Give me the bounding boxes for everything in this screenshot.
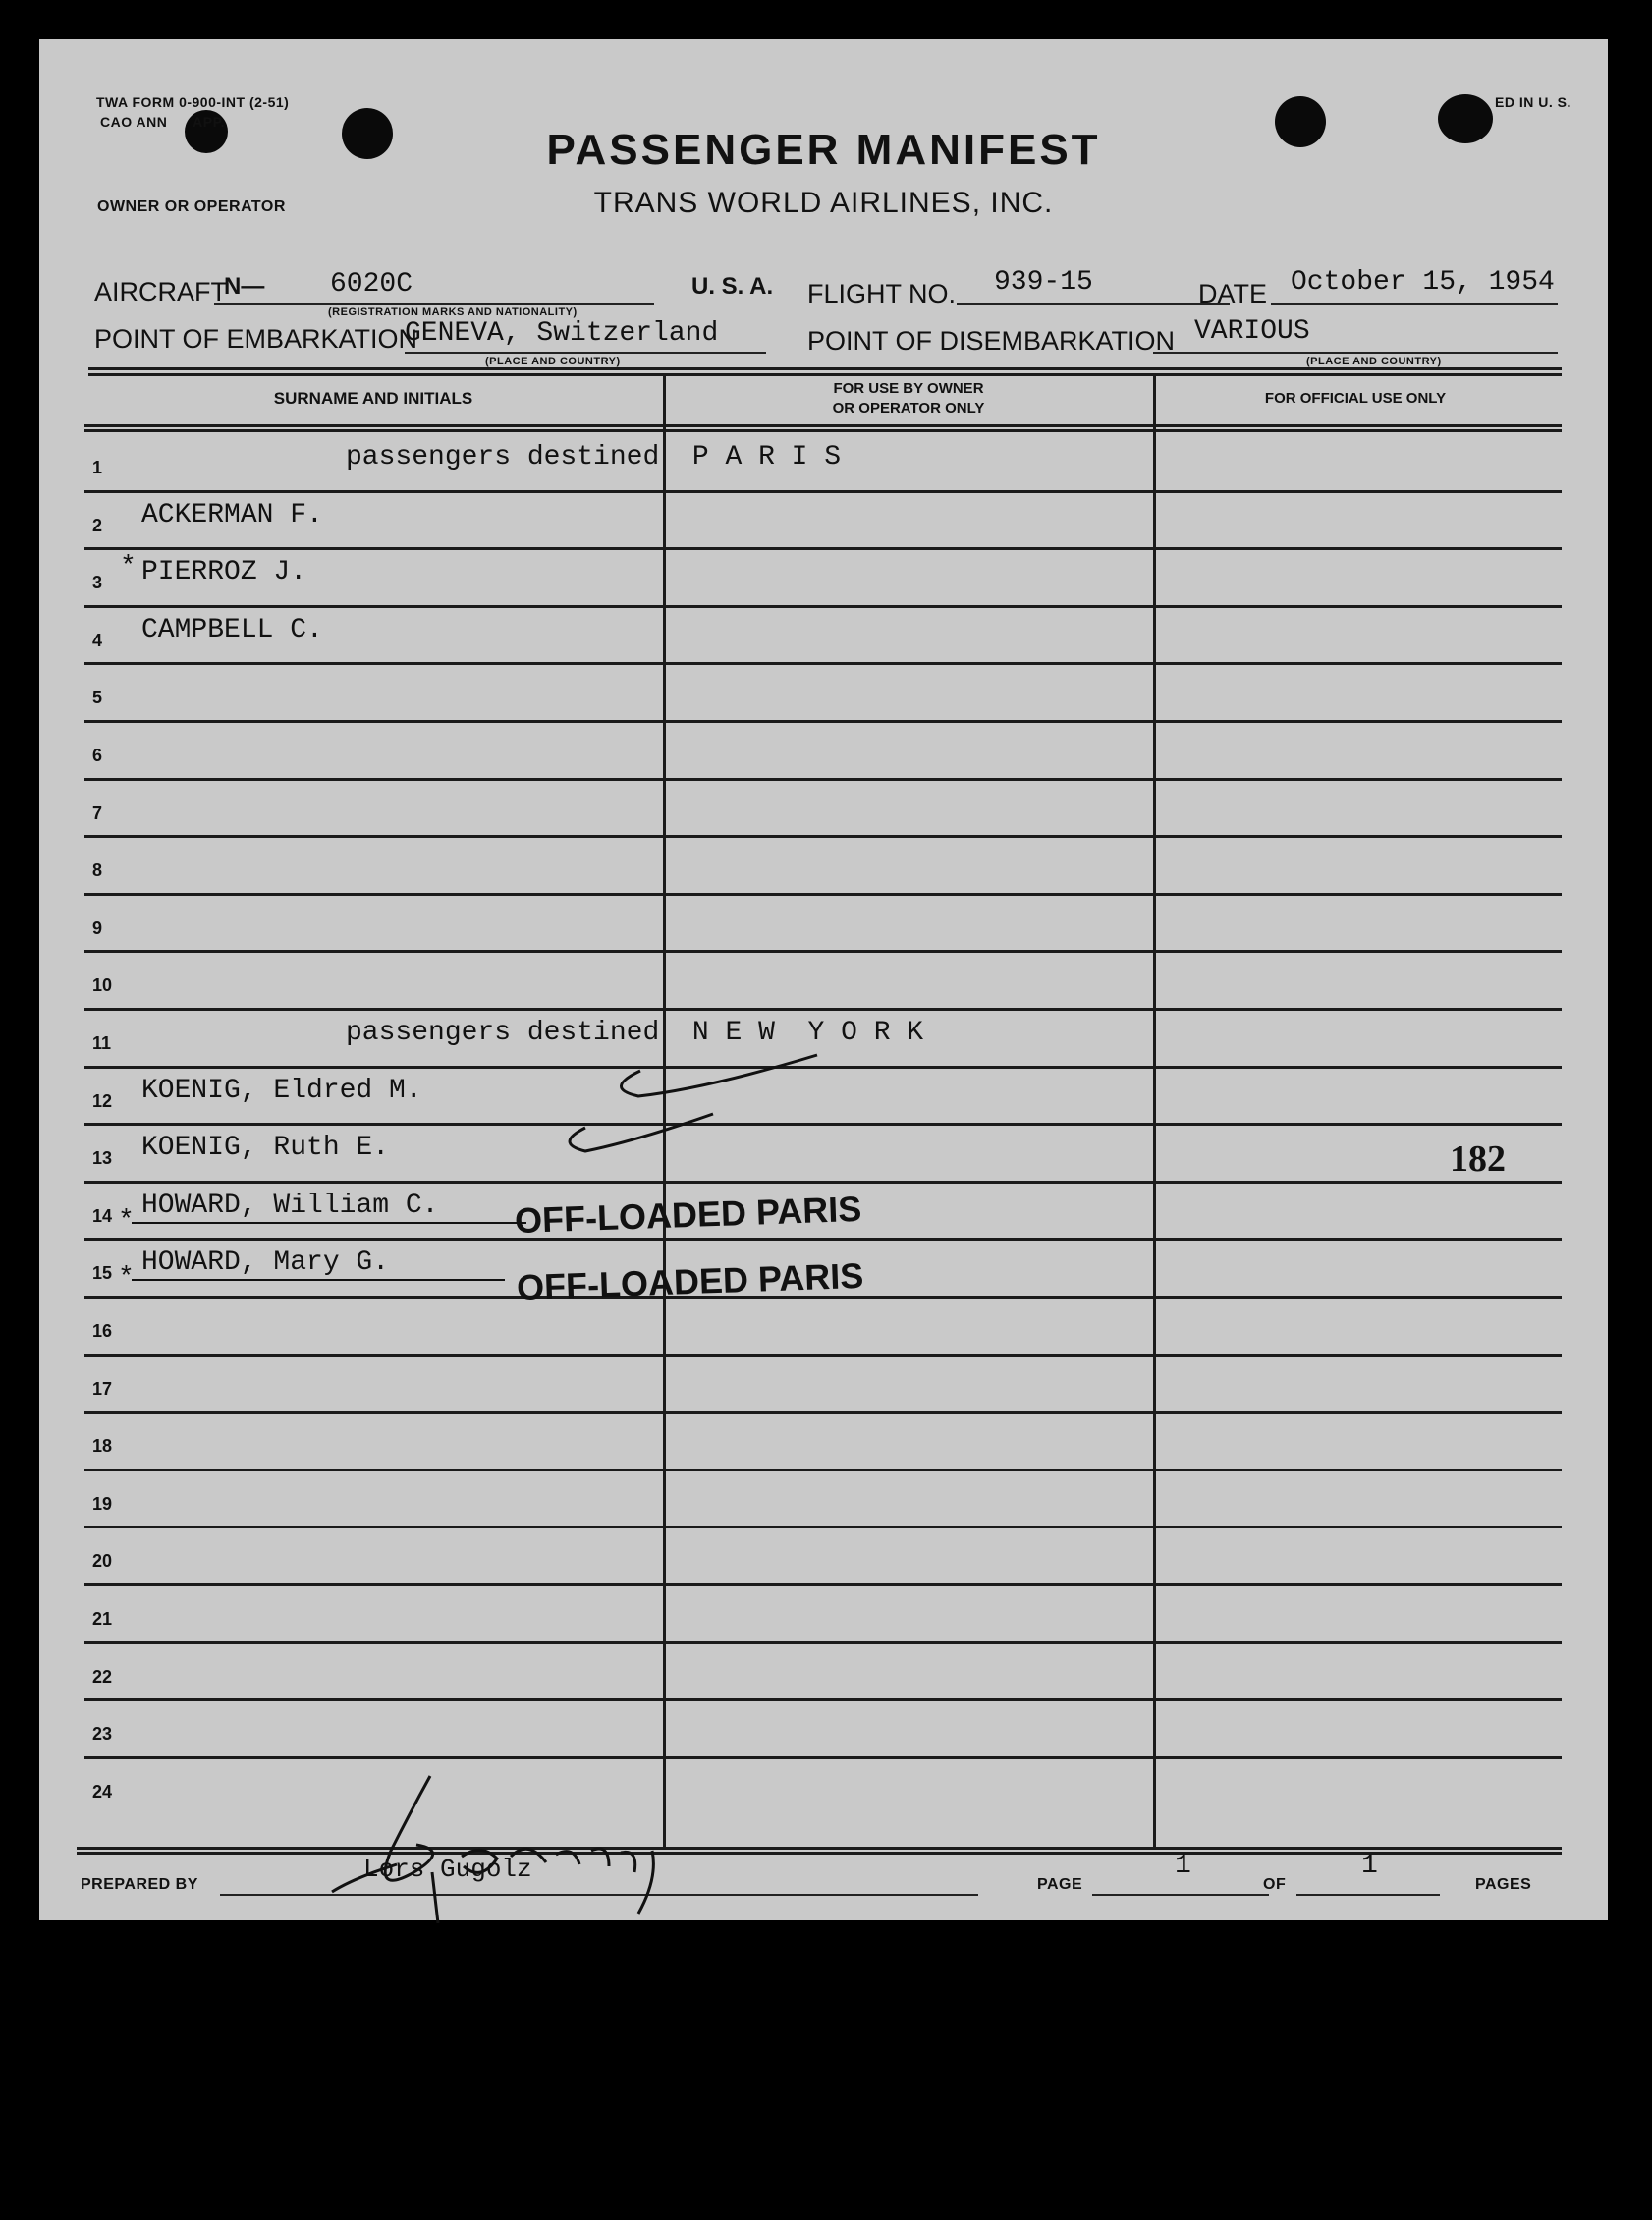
row-rule xyxy=(84,1698,1562,1701)
row-number: 21 xyxy=(92,1609,113,1629)
column-header-surname: SURNAME AND INITIALS xyxy=(273,389,473,408)
date-underline xyxy=(1271,303,1558,305)
date-value: October 15, 1954 xyxy=(1291,267,1555,298)
page-value: 1 xyxy=(1175,1851,1191,1881)
row-number: 12 xyxy=(92,1090,113,1111)
row-rule xyxy=(84,1526,1562,1528)
registration-caption: (REGISTRATION MARKS AND NATIONALITY) xyxy=(328,306,578,318)
row-rule xyxy=(84,1354,1562,1357)
page-title: PASSENGER MANIFEST xyxy=(546,126,1101,174)
cao-line: CAO ANN APP. xyxy=(100,114,226,130)
page-label: PAGE xyxy=(1037,1876,1083,1893)
passenger-entry: PIERROZ J. xyxy=(141,557,307,588)
row-number: 17 xyxy=(92,1378,113,1399)
strikethrough xyxy=(132,1279,505,1281)
embarkation-underline xyxy=(405,352,766,354)
signature-icon xyxy=(314,1756,688,1923)
row-number: 19 xyxy=(92,1493,113,1514)
usa-label: U. S. A. xyxy=(691,273,774,300)
row-rule xyxy=(84,778,1562,781)
asterisk-mark: * xyxy=(118,1263,135,1294)
aircraft-value: 6020C xyxy=(330,269,413,300)
passenger-entry: CAMPBELL C. xyxy=(141,614,323,645)
prepared-by-label: PREPARED BY xyxy=(81,1876,198,1893)
aircraft-underline xyxy=(214,303,654,305)
passenger-entry: ACKERMAN F. xyxy=(141,499,323,530)
manifest-sheet xyxy=(39,39,1608,1920)
row-rule xyxy=(84,1641,1562,1644)
aircraft-label: AIRCRAFT xyxy=(94,277,227,306)
row-number: 10 xyxy=(92,975,113,996)
embarkation-caption: (PLACE AND COUNTRY) xyxy=(485,356,621,367)
asterisk-mark: * xyxy=(120,552,137,583)
date-label: DATE xyxy=(1198,279,1268,308)
row-rule xyxy=(84,1469,1562,1471)
row-number: 4 xyxy=(92,630,103,650)
strikethrough xyxy=(132,1222,526,1224)
row-number: 11 xyxy=(92,1033,112,1053)
passenger-entry: KOENIG, Ruth E. xyxy=(141,1133,390,1164)
passenger-entry: HOWARD, William C. xyxy=(141,1190,439,1221)
row-rule xyxy=(84,1411,1562,1414)
row-number: 7 xyxy=(92,803,103,823)
page-underline xyxy=(1092,1894,1269,1896)
row-rule xyxy=(84,1583,1562,1586)
off-loaded-stamp: OFF-LOADED PARIS xyxy=(514,1188,862,1242)
row-number: 24 xyxy=(92,1781,113,1802)
row-number: 5 xyxy=(92,688,103,708)
of-value: 1 xyxy=(1361,1851,1378,1881)
table-bottom-rule xyxy=(77,1847,1562,1850)
printed-in-label: ED IN U. S. xyxy=(1495,94,1571,110)
table-bottom-rule xyxy=(77,1852,1562,1855)
row-number: 13 xyxy=(92,1148,113,1169)
row-rule xyxy=(84,1008,1562,1011)
row-rule xyxy=(84,1123,1562,1126)
column-header-owner-line2: OR OPERATOR ONLY xyxy=(832,400,985,416)
airline-name: TRANS WORLD AIRLINES, INC. xyxy=(593,187,1054,219)
row-number: 18 xyxy=(92,1436,113,1457)
column-header-official: FOR OFFICIAL USE ONLY xyxy=(1264,390,1447,407)
of-underline xyxy=(1296,1894,1440,1896)
embarkation-value: GENEVA, Switzerland xyxy=(405,318,719,349)
header-bottom-rule xyxy=(84,429,1562,432)
prepared-by-value: Lors Gugolz xyxy=(363,1855,532,1884)
row-rule xyxy=(84,662,1562,665)
row-number: 8 xyxy=(92,860,103,881)
owner-operator-label: OWNER OR OPERATOR xyxy=(97,198,286,215)
row-number: 23 xyxy=(92,1724,113,1745)
table-top-rule xyxy=(88,367,1562,370)
flight-value: 939-15 xyxy=(994,267,1093,298)
flight-label: FLIGHT NO. xyxy=(807,279,957,308)
column-header-owner-line1: FOR USE BY OWNER xyxy=(833,380,984,397)
disembarkation-label: POINT OF DISEMBARKATION xyxy=(807,326,1176,356)
row-rule xyxy=(84,893,1562,896)
form-number: TWA FORM 0-900-INT (2-51) xyxy=(96,94,290,110)
row-rule xyxy=(84,1181,1562,1184)
row-number: 20 xyxy=(92,1551,113,1572)
row-number: 6 xyxy=(92,746,103,765)
row-rule xyxy=(84,950,1562,953)
embarkation-label: POINT OF EMBARKATION xyxy=(94,324,418,354)
row-number: 3 xyxy=(92,573,103,593)
row-rule xyxy=(84,605,1562,608)
column-header-owner xyxy=(668,379,1149,418)
passenger-entry: HOWARD, Mary G. xyxy=(141,1248,390,1279)
asterisk-mark: * xyxy=(118,1206,135,1237)
official-number: 182 xyxy=(1450,1138,1506,1180)
passenger-entry: passengers destined N E W Y O R K xyxy=(346,1018,924,1048)
row-number: 2 xyxy=(92,515,103,535)
disembarkation-value: VARIOUS xyxy=(1194,316,1310,347)
row-rule xyxy=(84,490,1562,493)
header-bottom-rule xyxy=(84,424,1562,427)
row-rule xyxy=(84,1238,1562,1241)
row-rule xyxy=(84,547,1562,550)
check-mark-icon xyxy=(546,1100,743,1179)
row-number: 16 xyxy=(92,1321,113,1341)
row-number: 9 xyxy=(92,917,103,938)
row-number: 1 xyxy=(92,458,103,477)
row-number: 14 xyxy=(92,1205,113,1226)
disembarkation-underline xyxy=(1153,352,1558,354)
table-top-rule xyxy=(88,373,1562,376)
flight-underline xyxy=(957,303,1230,305)
row-number: 15 xyxy=(92,1263,113,1284)
off-loaded-stamp: OFF-LOADED PARIS xyxy=(516,1254,864,1308)
row-rule xyxy=(84,835,1562,838)
column-divider xyxy=(1153,375,1156,1847)
of-label: OF xyxy=(1263,1876,1287,1893)
passenger-entry: passengers destined P A R I S xyxy=(346,442,842,472)
passenger-entry: KOENIG, Eldred M. xyxy=(141,1075,422,1106)
row-rule xyxy=(84,720,1562,723)
row-number: 22 xyxy=(92,1666,113,1687)
row-rule xyxy=(84,1756,1562,1759)
pages-label: PAGES xyxy=(1475,1876,1532,1893)
disembarkation-caption: (PLACE AND COUNTRY) xyxy=(1306,356,1442,367)
aircraft-prefix: N— xyxy=(224,273,265,300)
